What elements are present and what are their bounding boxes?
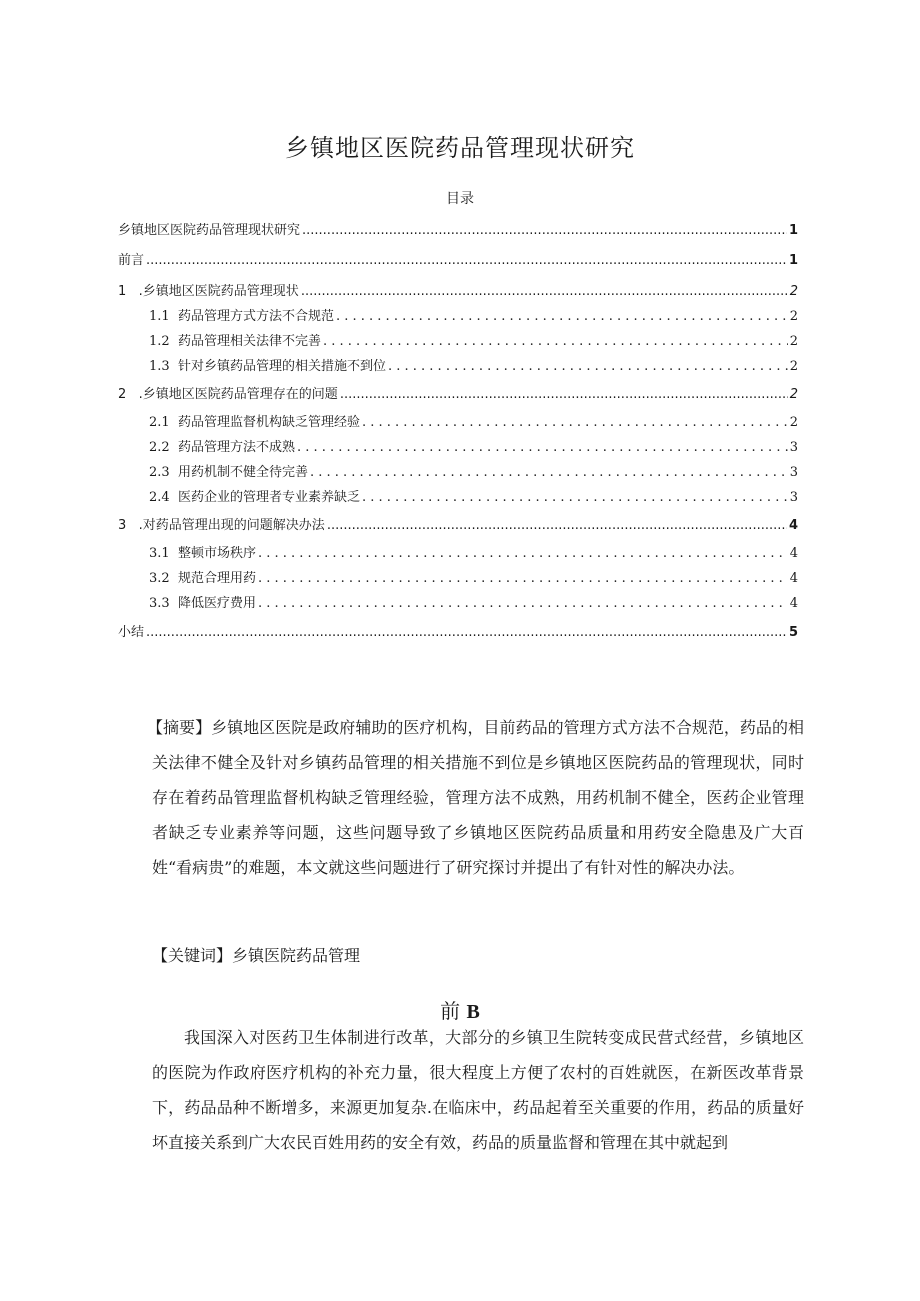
toc-entry-number: 2.3: [149, 465, 178, 480]
toc-entry-text: .乡镇地区医院药品管理现状: [138, 284, 299, 299]
toc-leader-dots: [323, 333, 788, 351]
toc-entry[interactable]: [149, 329, 798, 351]
toc-entry-page: 2: [789, 387, 798, 402]
toc-entry-text: 小结: [118, 625, 145, 640]
toc-entry-number: 3.1: [149, 546, 178, 561]
toc-entry[interactable]: [118, 218, 798, 240]
toc-entry[interactable]: [149, 435, 798, 457]
toc-leader-dots: [340, 386, 788, 404]
toc-entry[interactable]: [149, 541, 798, 563]
preface-heading-glyph: B: [466, 1001, 480, 1023]
toc-entry-number: 3.2: [149, 571, 178, 586]
toc-entry[interactable]: [118, 382, 798, 404]
toc-leader-dots: [258, 595, 788, 613]
toc-entry-number: 3: [118, 518, 139, 533]
toc-entry[interactable]: [118, 279, 798, 301]
toc-entry[interactable]: [149, 460, 798, 482]
toc-entry-text: 降低医疗费用: [177, 596, 256, 611]
toc-entry-text: .对药品管理出现的问题解决办法: [138, 518, 325, 533]
toc-entry-text: 针对乡镇药品管理的相关措施不到位: [177, 359, 386, 374]
toc-leader-dots: [258, 545, 788, 563]
toc-entry-page: 2: [789, 309, 798, 324]
toc-leader-dots: [258, 570, 788, 588]
toc-entry[interactable]: [149, 485, 798, 507]
toc-leader-dots: [297, 439, 788, 457]
toc-entry-page: 3: [789, 465, 798, 480]
toc-entry-page: 3: [789, 490, 798, 505]
toc-entry-page: 5: [788, 625, 798, 640]
toc-entry-page: 2: [789, 415, 798, 430]
toc-leader-dots: [336, 308, 788, 326]
toc-entry-page: 2: [789, 334, 798, 349]
toc-entry-text: 规范合理用药: [177, 571, 256, 586]
preface-heading-char: 前: [440, 999, 461, 1023]
toc-entry[interactable]: [149, 591, 798, 613]
toc-entry-number: 2.4: [149, 490, 178, 505]
toc-entry-page: 4: [789, 546, 798, 561]
toc-leader-dots: [146, 624, 787, 642]
toc-leader-dots: [388, 358, 788, 376]
toc-leader-dots: [146, 252, 787, 270]
toc-entry-text: 前言: [118, 253, 145, 268]
toc-entry-page: 4: [789, 571, 798, 586]
toc-entry-page: 1: [788, 223, 798, 238]
toc-leader-dots: [327, 517, 787, 535]
toc-entry-text: 医药企业的管理者专业素养缺乏: [177, 490, 360, 505]
toc-entry-number: 1.1: [149, 309, 178, 324]
toc-heading: 目录: [446, 191, 474, 207]
toc-entry-text: 整顿市场秩序: [177, 546, 256, 561]
toc-entry-text: .乡镇地区医院药品管理存在的问题: [138, 387, 338, 402]
toc-entry-page: 1: [788, 253, 798, 268]
toc-entry-text: 药品管理方法不成熟: [177, 440, 295, 455]
toc-entry-number: 1.2: [149, 334, 178, 349]
toc-entry-page: 3: [789, 440, 798, 455]
toc-entry-text: 用药机制不健全待完善: [177, 465, 308, 480]
toc-entry-number: 1: [118, 284, 139, 299]
toc-leader-dots: [301, 283, 788, 301]
toc-entry[interactable]: [149, 354, 798, 376]
toc-entry-text: 药品管理监督机构缺乏管理经验: [177, 415, 360, 430]
toc-entry-text: 药品管理相关法律不完善: [177, 334, 321, 349]
toc-leader-dots: [310, 464, 788, 482]
toc-leader-dots: [362, 414, 788, 432]
toc-entry-number: 2.2: [149, 440, 178, 455]
toc-entry-number: 1.3: [149, 359, 178, 374]
toc-entry-text: 药品管理方式方法不合规范: [177, 309, 334, 324]
toc-entry[interactable]: [118, 248, 798, 270]
toc-entry-page: 2: [789, 359, 798, 374]
toc-entry[interactable]: [118, 513, 798, 535]
toc-leader-dots: [362, 489, 788, 507]
toc-entry-number: 2.1: [149, 415, 178, 430]
document-title: 乡镇地区医院药品管理现状研究: [285, 134, 635, 162]
toc-entry-text: 乡镇地区医院药品管理现状研究: [118, 223, 301, 238]
toc-leader-dots: [302, 222, 787, 240]
abstract-paragraph: 【摘要】乡镇地区医院是政府辅助的医疗机构，目前药品的管理方式方法不合规范，药品的相关法律不健全及针对乡镇药品管理的相关措施不到位是乡镇地区医院药品的管理现状，同时存在着药品管理监督机构缺乏管理经验，管理方法不成熟，用药机制不健全，医药企业管理者缺乏专业素养等问题，这些问题导致了乡镇地区医院药品质量和用药安全隐患及广大百姓“看病贵”的难题，本文就这些问题进行了研究探讨并提出了有针对性的解决办法。: [147, 718, 804, 877]
preface-paragraph: 我国深入对医药卫生体制进行改革，大部分的乡镇卫生院转变成民营式经营，乡镇地区的医院为作政府医疗机构的补充力量，很大程度上方便了农村的百姓就医，在新医改革背景下，药品品种不断增多，来源更加复杂.在临床中，药品起着至关重要的作用，药品的质量好坏直接关系到广大农民百姓用药的安全有效，药品的质量监督和管理在其中就起到: [152, 1028, 804, 1152]
toc-entry-page: 4: [788, 518, 798, 533]
toc-entry[interactable]: [149, 410, 798, 432]
toc-entry-page: 4: [789, 596, 798, 611]
toc-entry-page: 2: [789, 284, 798, 299]
keywords-line: 【关键词】乡镇医院药品管理: [152, 946, 361, 965]
toc-entry[interactable]: [149, 304, 798, 326]
toc-entry-number: 2: [118, 387, 139, 402]
toc-entry-number: 3.3: [149, 596, 178, 611]
toc-entry[interactable]: [118, 620, 798, 642]
toc-entry[interactable]: [149, 566, 798, 588]
